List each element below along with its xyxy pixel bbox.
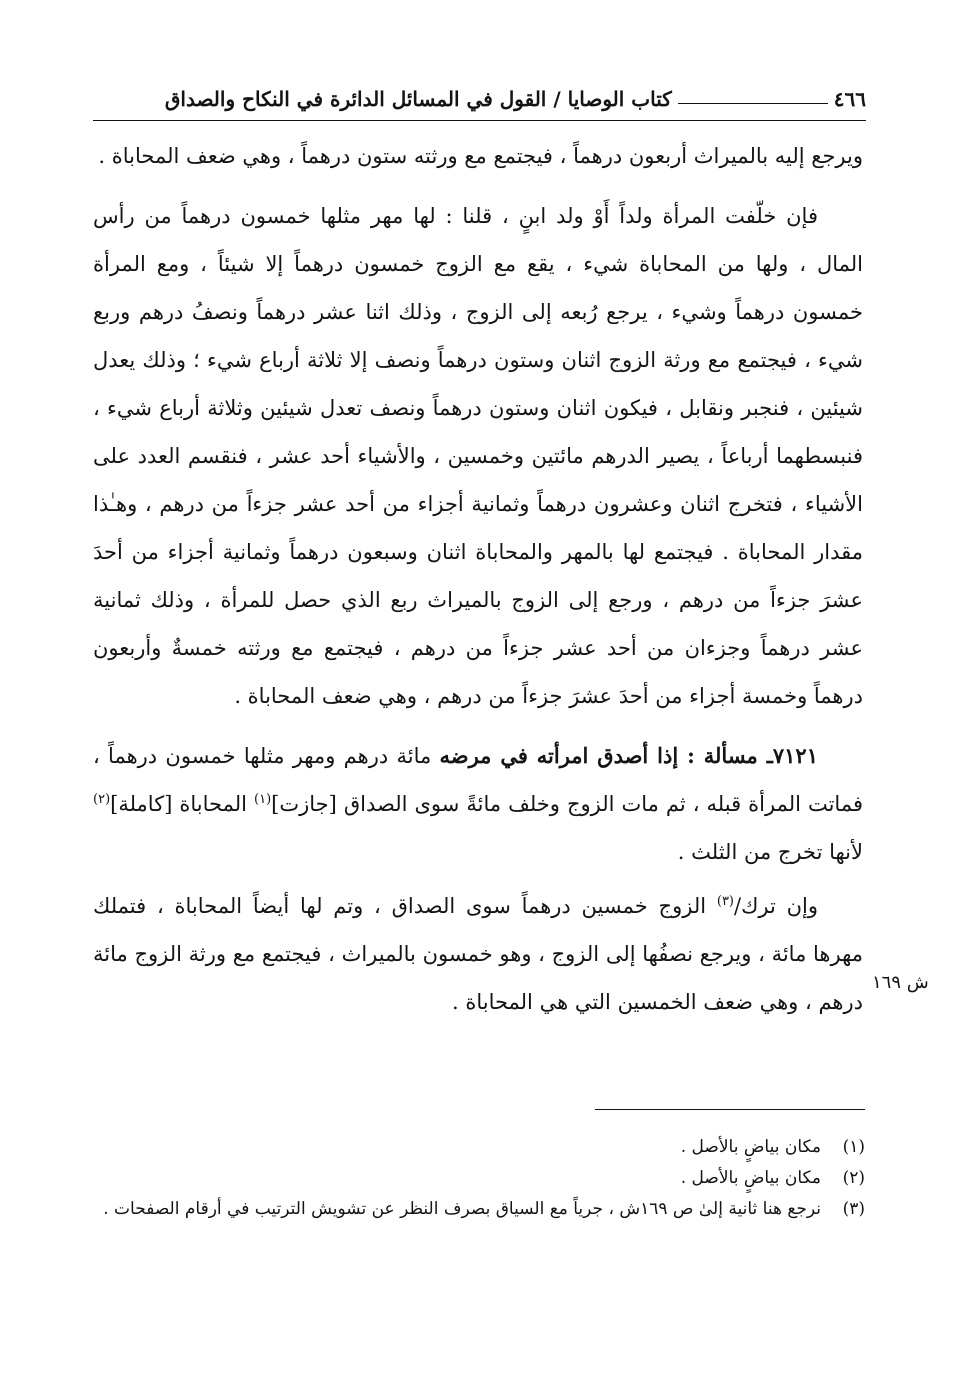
- paragraph-3-text-a: مائة درهم ومهر مثلها خمسون درهماً ، فماتت المرأة قبله ، ثم مات الزوج وخلف مائةً سوى الصداق [جازت]: [93, 744, 863, 816]
- footnote-ref-2: (٢): [93, 792, 111, 807]
- page-header: [93, 82, 866, 116]
- footnote-text: مكان بياضٍ بالأصل .: [680, 1168, 821, 1188]
- paragraph-spacer: [93, 720, 863, 732]
- footnote-3: [93, 1194, 865, 1225]
- header-rule: [678, 103, 828, 104]
- main-text: [93, 132, 863, 1026]
- footnote-1: [93, 1132, 865, 1163]
- issue-heading: ٧١٢١ـ مسألة : إذا أصدق امرأته في مرضه: [439, 743, 818, 768]
- paragraph-3: [93, 732, 863, 876]
- running-title: كتاب الوصايا / القول في المسائل الدائرة في النكاح والصداق: [164, 87, 672, 111]
- paragraph-2: فإن خلّفت المرأة ولداً أَوْ ولد ابنٍ ، قلنا : لها مهر مثلها خمسون درهماً من رأس المال ، ولها من المحاباة شيء ، يقع مع الزوج خمسون درهماً إلا شيئاً ، ومع المرأة خمسون درهماً وشيء ، يرجع رُبعه إلى الزوج ، وذلك اثنا عشر درهماً ونصفُ درهم وربع شيء ، فيجتمع مع ورثة الزوج اثنان وستون درهماً ونصف إلا ثلاثة أرباع شيء ؛ وذلك يعدل شيئين ، فنجبر ونقابل ، فيكون اثنان وستون درهماً ونصف تعدل شيئين وثلاثة أرباع شيء ، فنبسطهما أرباعاً ، يصير الدرهم مائتين وخمسين ، والأشياء أحد عشر ، فنقسم العدد على الأشياء ، فتخرج اثنان وعشرون درهماً وثمانية أجزاء من أحد عشر جزءاً من درهم ، وهـٰذا مقدار المحاباة . فيجتمع لها بالمهر والمحاباة اثنان وسبعون درهماً وثمانية أجزاء من أحدَ عشرَ جزءاً من درهم ، ورجع إلى الزوج بالميراث ربع الذي حصل للمرأة ، وذلك ثمانية عشر درهماً وجزءان من أحد عشر جزءاً من درهم ، فيجتمع مع ورثته خمسةٌ وأربعون درهماً وخمسة أجزاء من أحدَ عشرَ جزءاً من درهم ، وهي ضعف المحاباة .: [93, 204, 863, 708]
- paragraph-4: [93, 882, 863, 1026]
- footnote-text: مكان بياضٍ بالأصل .: [680, 1137, 821, 1157]
- footnote-number: (٣): [842, 1199, 865, 1219]
- footnote-ref-1: (١): [254, 792, 272, 807]
- footnote-ref-3: (٣): [716, 894, 734, 909]
- paragraph-3-text-b: المحاباة [كاملة]: [110, 792, 254, 816]
- paragraph-1: ويرجع إليه بالميراث أربعون درهماً ، فيجتمع مع ورثته ستون درهماً ، وهي ضعف المحاباة .: [98, 144, 863, 168]
- footnote-rule: [595, 1109, 865, 1110]
- paragraph-4-text-b: الزوج خمسين درهماً سوى الصداق ، وتم لها أيضاً المحاباة ، فتملك مهرها مائة ، ويرجع نصفُها إلى الزوج ، وهو خمسون بالميراث ، فيجتمع مع ورثة الزوج مائة درهم ، وهي ضعف الخمسين التي هي المحاباة .: [93, 894, 863, 1014]
- footnote-number: (١): [842, 1137, 865, 1157]
- footnote-number: (٢): [842, 1168, 865, 1188]
- paragraph-3-text-c: لأنها تخرج من الثلث .: [677, 840, 863, 864]
- page-number: ٤٦٦: [833, 87, 866, 111]
- footnotes: [93, 1132, 865, 1225]
- footnote-text: نرجع هنا ثانية إلىٰ ص ١٦٩ش ، جرياً مع السياق بصرف النظر عن تشويش الترتيب في أرقام الصفحات .: [103, 1199, 821, 1219]
- margin-page-reference: ش ١٦٩: [872, 972, 929, 993]
- header-underline: [93, 120, 866, 121]
- paragraph-4-text-a: وإن ترك/: [734, 894, 819, 918]
- footnote-2: [93, 1163, 865, 1194]
- paragraph-spacer: [93, 180, 863, 192]
